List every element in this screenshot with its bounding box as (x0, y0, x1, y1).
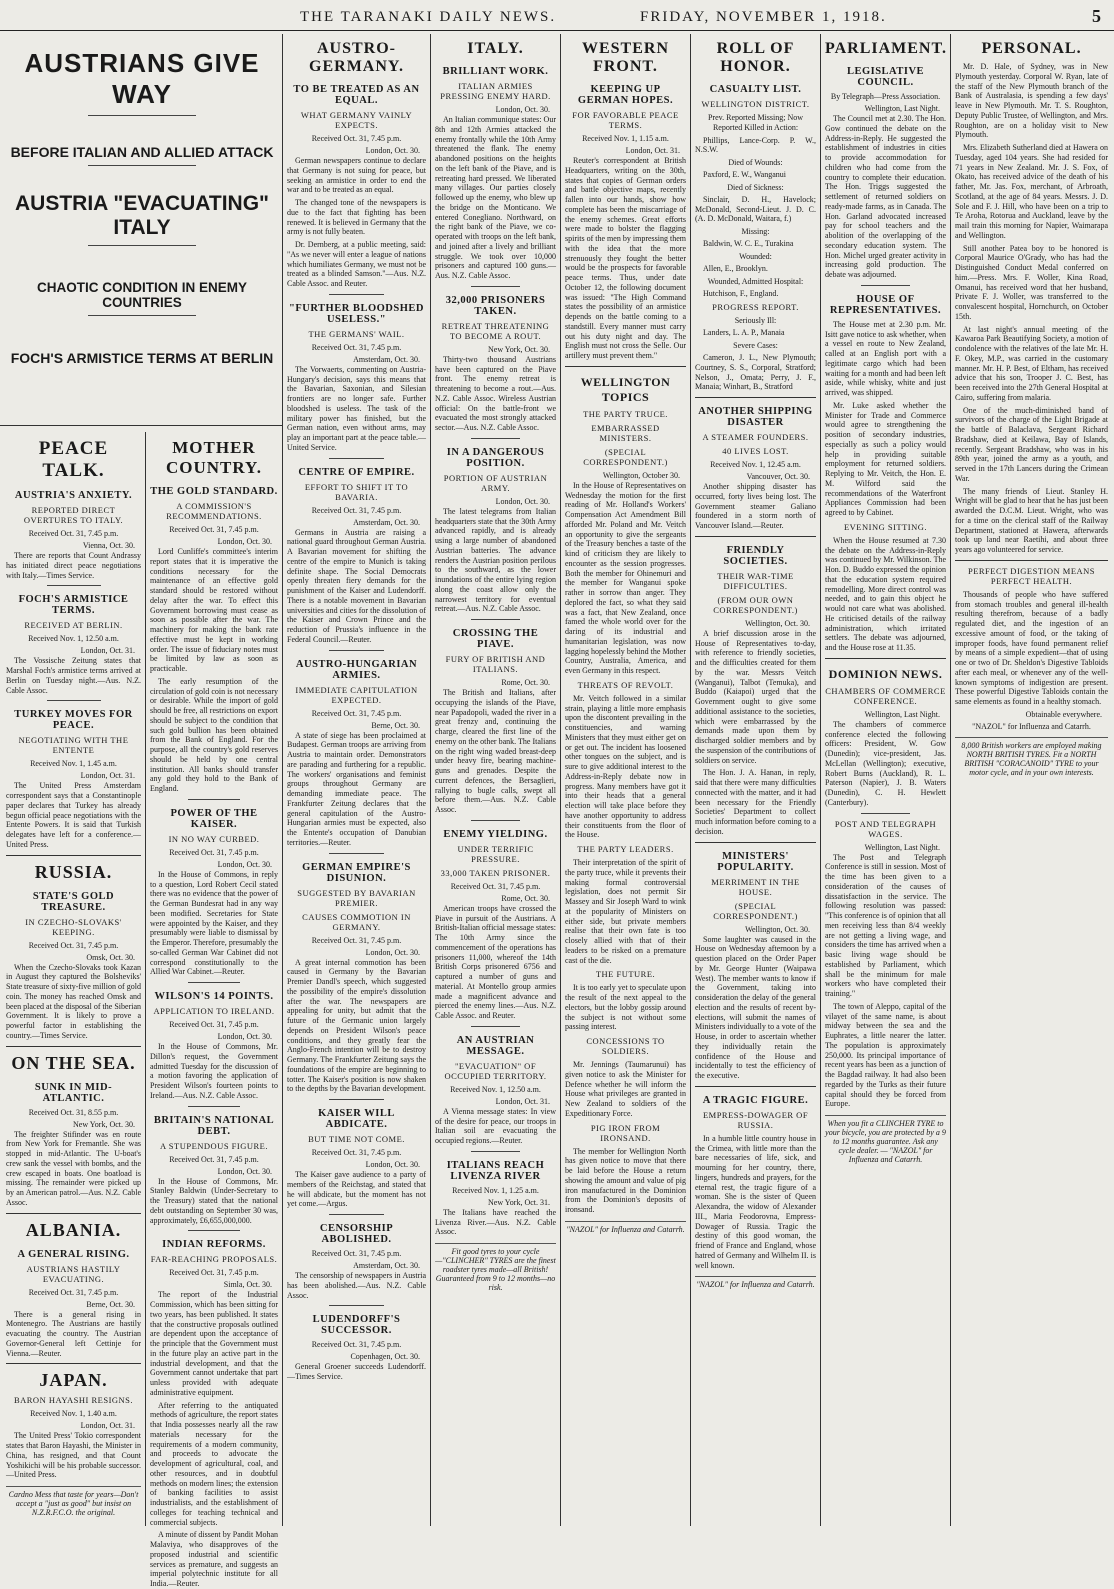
story-head: INDIAN REFORMS. (162, 1239, 266, 1251)
story-body: Dr. Dernberg, at a public meeting, said: "As we never will enter a league of nations which humiliates Germany, we must not be treated as a blinded Samson."—Aus. N.Z. Cable Assoc. and Reuter. (287, 240, 426, 288)
location: London, Oct. 30. (495, 496, 550, 506)
story-head: ANOTHER SHIPPING DISASTER (698, 406, 813, 428)
story-body: The censorship of newspapers in Austria has been abolished.—Aus. N.Z. Cable Assoc. (287, 1271, 426, 1300)
dateline: Received Nov. 1, 1.45 a.m. (30, 759, 117, 769)
story-sub: REPORTED DIRECT OVERTURES TO ITALY. (23, 505, 124, 525)
story-sub: RETREAT THREATENING TO BECOME A ROUT. (441, 320, 550, 341)
dateline: Received Oct. 31, 7.45 p.m. (169, 1154, 259, 1164)
story-sub: CAUSES COMMOTION IN GERMANY. (302, 911, 411, 932)
story-body: In the House of Commons, Mr. Stanley Baldwin (Under-Secretary to the Treasury) stated that the national debt outstanding on September 30 was, approximately, £6,655,000,000. (150, 1176, 278, 1225)
story-head: FRIENDLY SOCIETIES. (723, 544, 788, 567)
column-parliament (821, 34, 950, 1526)
story-body: In a humble little country house in the Crimea, with little more than the bare necessaries of life, sick, and mourning for her country, there, lingers, hundreds and prayers, for the eternal rest, the tragic figure of a woman. She is the sister of Queen Alexandra, the widow of Alexander III., Maria Feodorovna, Empress-Dowager of Russia. Tragic the destiny of this good woman, the friend of France and England, whose hatred of Germany and Wilhelm II. is well known. (695, 1133, 816, 1270)
story-body: The report of the Industrial Commission, which has been sitting for two years, has been published. It states that the constructive proposals outlined are dependent upon the acceptance of the principle that the Government must in the future play an active part in the industrial development, and that the Government cannot undertake that part unless provided with adequate administrative equipment. (150, 1290, 278, 1397)
story-sub: CHAMBERS OF COMMERCE CONFERENCE. (825, 685, 946, 706)
casualty-category: PROGRESS REPORT. (712, 302, 799, 313)
dateline: Received Oct. 31, 7.45 p.m. (311, 342, 402, 352)
story-sub: EMBARRASSED MINISTERS. (591, 422, 660, 443)
location: New York, Oct. 30. (73, 1119, 135, 1129)
dateline: Received Oct. 31, 7.45 p.m. (169, 847, 259, 857)
story-sub: 33,000 TAKEN PRISONER. (440, 867, 551, 878)
advertisement: When you fit a CLINCHER TYRE to your bicycle, you are protected by a 9 to 12 months guarantee. Ask any cycle dealer. — "NAZOL" for Influenza and Catarrh. (825, 1115, 946, 1164)
personal-item: One of the much-diminished band of survivors of the charge of the Light Brigade at the battle of Balaclava, Sergeant Richard Bradshaw, died at Keilawa, Bay of Islands, recently. Sergeant Bradshaw, who was in his 89th year, joined the army as a youth, and served in the 17th Lancers during the Crimean War. (955, 405, 1108, 483)
location: Amsterdam, Oct. 30. (353, 1261, 420, 1270)
story-sub: (SPECIAL CORRESPONDENT.) (583, 446, 668, 467)
story-sub: EFFORT TO SHIFT IT TO BAVARIA. (304, 481, 409, 502)
story-body: After referring to the antiquated methods of agriculture, the report states that India possesses nearly all the raw materials necessary for the requirements of a modern community, and proceeds to advocate the development of agricultural, coal, and other resources, and in doubtful methods on modern lines; the extension of banking facilities to assist industrialists, and the establishment of colleges for teaching technical and commercial subjects. (150, 1400, 278, 1527)
story-head: AUSTRIA'S ANXIETY. (14, 490, 133, 501)
story-sub: By Telegraph—Press Association. (830, 92, 941, 101)
casualty-category: Missing: (741, 227, 770, 236)
column-western-front (561, 34, 690, 1526)
story-head: DOMINION NEWS. (828, 666, 943, 681)
location: Vancouver, Oct. 30. (746, 472, 810, 481)
casualty-category: Died of Sickness: (727, 182, 784, 192)
story-sub: BUT TIME NOT COME. (308, 1134, 405, 1144)
casualty-category: Died of Wounds: (728, 158, 783, 167)
section-title: ITALY. (467, 40, 524, 57)
story-body: General Groener succeeds Ludendorff.—Times Service. (287, 1362, 426, 1381)
section-title: ROLL OF HONOR. (716, 40, 795, 75)
location: London, Oct. 31. (495, 1096, 550, 1106)
story-sub: PORTION OF AUSTRIAN ARMY. (443, 472, 548, 493)
section-title: PERSONAL. (981, 40, 1082, 57)
location: London, Oct. 30. (365, 146, 420, 155)
story-subhead: EVENING SITTING. (843, 521, 928, 532)
dateline: Received Nov. 1, 1.15 a.m. (582, 134, 669, 143)
section-title: MOTHER COUNTRY. (165, 438, 263, 477)
story-sub: UNDER TERRIFIC PRESSURE. (457, 843, 534, 864)
casualty-name: Paxford, E. W., Wanganui (703, 170, 786, 179)
story-sub: IN NO WAY CURBED. (168, 833, 260, 844)
story-head: BRITAIN'S NATIONAL DEBT. (153, 1114, 275, 1137)
story-body: Mr. Veitch followed in a similar strain, playing a little more emphasis upon the discontent prevailing in the constituencies, and warning Ministers that they must either get on or get out. The incident has loosened other tongues on the subject, and is sure to give additional interest to the Address-in-Reply debate now in progress. Many members have got it into their heads that a general election will take place before they have another opportunity to address their constituents from the floor of the House. (565, 693, 686, 840)
casualty-name: Phillips, Lance-Corp. P. W., N.S.W. (695, 135, 816, 155)
headline-5: FOCH'S ARMISTICE TERMS AT BERLIN (10, 350, 274, 366)
location: London, Oct. 30. (365, 947, 420, 957)
story-body: The early resumption of the circulation of gold coin is not necessary or desirable. While the import of gold should be free, all restrictions on export should be subject to the condition that such gold bullion has been obtained from the Bank of England. For the purpose, all the country's gold reserves should be held by one central institution. All banks should transfer any gold they hold to the Bank of England. (150, 676, 278, 793)
story-body: The freighter Stifinder was en route from New York for Fremantle. She was stopped in mid-Atlantic. The U-boat's crew sank the vessel with bombs, and the crew escaped in boats. One boatload is missing. The remainder were picked up by an American patrol.—Aus. N.Z. Cable Assoc. (6, 1129, 141, 1207)
dateline: Received Nov. 1, 12.50 a.m. (450, 1084, 541, 1094)
story-sub: "EVACUATION" OF OCCUPIED TERRITORY. (444, 1060, 547, 1081)
story-head: HOUSE OF REPRESENTATIVES. (829, 293, 942, 316)
location: New York, Oct. 31. (488, 1197, 550, 1207)
story-head: AUSTRO-HUNGARIAN ARMIES. (295, 658, 418, 681)
story-head: POST AND TELEGRAPH WAGES. (834, 818, 937, 839)
story-body: The Council met at 2.30. The Hon. Gow continued the debate on the Address-in-Reply. He suggested the establishment of industries in cities to provide accommodation for children who had come from the country to complete their education. The Hon. Triggs suggested the settlement of returned soldiers on ready-made farms, as in Canada. The Hon. Garland advocated increased pay for school teachers and the abolition of the overlapping of the secondary education system. The Hon. Michel urged greater activity in increasing gold production. The debate was adjourned. (825, 114, 946, 279)
story-head: TURKEY MOVES FOR PEACE. (14, 709, 133, 732)
story-sub: THE PARTY TRUCE. (583, 408, 668, 419)
story-head: LUDENDORFF'S SUCCESSOR. (312, 1314, 401, 1337)
location: New York, Oct. 30. (488, 344, 550, 354)
story-body: The member for Wellington North has given notice to move that there be laid before the House a return showing the amount and value of pig iron manufactured in the Dominion from the Dominion's deposits of ironsand. (565, 1146, 686, 1214)
story-sub: AUSTRIANS HASTILY EVACUATING. (26, 1263, 121, 1284)
story-sub: MERRIMENT IN THE HOUSE. (711, 876, 800, 897)
location: London, Oct. 30. (217, 859, 272, 869)
story-head: CENTRE OF EMPIRE. (298, 466, 415, 478)
story-body: Their interpretation of the spirit of the party truce, while it prevents their making formal controversial legislation, does not permit Sir Massey and Sir Joseph Ward to wink at the popularity of Ministers on either side, but private members realise that their own fate is too closely allied with that of their leaders to be risked on a premature cast of the die. (565, 858, 686, 965)
story-body: In the House of Representatives on Wednesday the motion for the first reading of Mr. Holland's Workers' Compensation Act Amendment Bill afforded Mr. Poland and Mr. Veitch an opportunity to give the sergeants of the Treasury benches a taste of the kind of criticism they are likely to encounter as the session progresses. Both the member for Ohinemuri and the member for Wanganui spoke rather in sorrow than anger. They deplored the fact, so what they said was a fact, that New Zealand, once famed the whole world over for the daring of its industrial and humanitarian legislation, was now lagging hopelessly behind the Mother Country, Australia, America, and even Germany in this respect. (565, 480, 686, 675)
section-title: RUSSIA. (34, 861, 113, 882)
story-body: In the House of Commons, Mr. Dillon's request, the Government admitted Tuesday for the discussion of a motion favoring the application of President Wilson's fourteen points to Ireland.—Aus. N.Z. Cable Assoc. (150, 1042, 278, 1100)
casualty-name: Baldwin, W. C. E., Turakina (703, 239, 794, 248)
personal-item: At last night's annual meeting of the Kawaroa Park Beautifying Society, a motion of condolence with the relatives of the late Mr. H. F. Okey, M.P., was carried in the customary manner. Mr. H. P. Best, of Eltham, has received advice that his son, Trooper J. C. Best, has been received into the 27th General Hospital at Cairo, suffering from malaria. (955, 324, 1108, 402)
location: Vienna, Oct. 30. (82, 541, 135, 550)
column-personal (951, 34, 1112, 1526)
banner-rule (0, 425, 282, 426)
story-sub: A STUPENDOUS FIGURE. (160, 1140, 268, 1151)
story-body: The town of Aleppo, capital of the vilayet of the same name, is about midway between the sea and the Euphrates, a little nearer the latter. The population is approximately 250,000. Its principal importance of recent years has been as a junction of the Bagdad railway. It had also been regarded by the Turks as their future capital should they be forced from Europe. (825, 1001, 946, 1109)
section-title: ON THE SEA. (11, 1052, 136, 1073)
location: London, Oct. 30. (217, 1166, 272, 1176)
story-body: The changed tone of the newspapers is due to the fact that fighting has been renewed. It is believed in Germany that the army is not fully beaten. (287, 198, 426, 237)
story-head: LEGISLATIVE COUNCIL. (846, 66, 925, 88)
dateline: Received Oct. 31, 7.45 p.m. (169, 1020, 259, 1029)
advert-body: Thousands of people who have suffered from stomach troubles and general ill-health resulting therefrom, because of a badly regulated diet, and the ingestion of an excessive amount of food, or the taking of improper foods, have found permanent relief by means of a simple expedient—that of using one or two of Dr. Sheldon's Digestive Tabloids after each meal, or whenever any of the well-known symptoms of indigestion are present. These powerful Digestive Tabloids contain the same elements as found in a healthy stomach. (955, 589, 1108, 706)
story-head: SUNK IN MID-ATLANTIC. (34, 1081, 113, 1104)
personal-item: Still another Patea boy to be honored is Corporal Maurice O'Grady, who has had the Distinguished Conduct Medal conferred on him.—Press. Mrs. F. Woller, Kina Road, Omanui, has received word that her husband, Private F. J. Woller, was transferred to the convalescent hospital, Hornchurch, on October 15th. (955, 243, 1108, 321)
story-body: Mr. Luke asked whether the Minister for Trade and Commerce would agree to strengthening the position of secondary industries, especially as such a policy would help in providing suitable employment for returned soldiers. Replying to Mr. Veitch, the Hon. E. M. Wilford said the recommendations of the Waterfront Appliances Commission had been agreed to by Cabinet. (825, 400, 946, 517)
story-body: Germans in Austria are raising a national guard throughout German Austria. A Bavarian movement for shifting the centre of the empire to Munich is taking definite shape. The Social Democrats openly threaten fiery demands for the punishment of the Kaiser and Ludendorff. There is a notable movement in Bavarian universities and cities for the dissolution of the Kaiser and Crown Prince and the reduction of Prussia's influence in the Federal Council.—Reuter. (287, 527, 426, 644)
location: London, Oct. 30. (217, 1032, 272, 1041)
location: Wellington, Last Night. (864, 104, 940, 113)
story-sub: 40 LIVES LOST. (722, 446, 789, 456)
story-body: When the House resumed at 7.30 the debate on the Address-in-Reply was continued by Mr. Wilkinson. The Hon. D. Buddo expressed the opinion that the education system required remodelling. More direct control was needed, and to gain this object he would not care what was abolished. He criticised details of the railway administration, which irritated settlers. The debate was adjourned, and the House rose at 11.35. (825, 535, 946, 652)
story-body: The Vossische Zeitung states that Marshal Foch's armistice terms arrived at Berlin on Tuesday night.—Aus. N.Z. Cable Assoc. (6, 656, 141, 695)
story-sub: A STEAMER FOUNDERS. (702, 432, 809, 442)
location: London, Oct. 31. (80, 1421, 135, 1431)
story-subhead: CONCESSIONS TO SOLDIERS. (586, 1036, 665, 1056)
story-head: CROSSING THE PIAVE. (452, 628, 539, 650)
story-body: Reuter's correspondent at British Headquarters, writing on the 30th, states that copies of German orders and battle objective maps, recently fallen into our hands, show how complete has been the miscarriage of the enemy schemes. Great efforts were made to bolster the flagging spirits of the men by impressing them with the idea that the more strenuously they fought the better would be the prospects for favorable peace terms. Thus, under date October 12, the following document was issued: "The High Command states the possibility of an armistice depends on the battle coming to a standstill. Every manner must carry out his duty night and day. The English must not cross the Selle. Our artillery must prevent them." (565, 156, 686, 360)
headline-3: AUSTRIA "EVACUATING" ITALY (14, 192, 270, 239)
story-sub: (SPECIAL CORRESPONDENT.) (713, 900, 798, 921)
story-head: A GENERAL RISING. (17, 1248, 130, 1260)
story-body: Some laughter was caused in the House on Wednesday afternoon by a question placed on the Order Paper by Mr. George Hunter (Waipawa West). The member wants to know if the Government, taking into consideration the delay of the general election and the results of recent by-elections, will submit the names of Ministers individually to a vote of the House, in order to ascertain whether they individually retain the confidence of the House and incidentally to test the efficiency of the executive. (695, 934, 816, 1080)
story-head: WILSON'S 14 POINTS. (154, 991, 274, 1002)
section-title: ALBANIA. (25, 1219, 122, 1240)
casualty-name: Allen, E., Brooklyn. (703, 263, 768, 273)
section-title: PARLIAMENT. (825, 40, 947, 57)
paper-name: THE TARANAKI DAILY NEWS. (300, 9, 557, 25)
story-body: The Kaiser gave audience to a party of members of the Reichstag, and stated that he will abdicate, but the moment has not yet come.—Argus. (287, 1170, 426, 1209)
casualty-category: Severe Cases: (733, 341, 778, 350)
casualty-name: Cameron, J. L., New Plymouth; Courtney, S. S., Corporal, Stratford; Nelson, J., Omata; Perry, J. F., Manaia; Winhart, B., Stratford (695, 353, 816, 392)
advertisement: "NAZOL" for Influenza and Catarrh. (695, 1276, 816, 1289)
casualty-category: Wounded, Admitted Hospital: (707, 276, 804, 286)
story-sub: BARON HAYASHI RESIGNS. (13, 1395, 134, 1406)
dateline: Received Nov. 1, 12.45 a.m. (710, 460, 801, 469)
masthead (0, 0, 1114, 31)
location: London, Oct. 31. (80, 771, 135, 781)
story-body: A minute of dissent by Pandit Mohan Malaviya, who disapproves of the proposed industrial and scientific services as premature, and suggests an imperial polytechnic institute for all India.—Reuter. (150, 1530, 278, 1588)
location: Amsterdam, Oct. 30. (353, 354, 420, 364)
story-body: Another shipping disaster has occurred, forty lives being lost. The Government steamer Galiano foundered in a storm north of Vancouver Island.—Reuter. (695, 482, 816, 530)
dateline: Received Oct. 31, 7.45 p.m. (311, 708, 402, 718)
dateline: Received Nov. 1, 12.50 a.m. (28, 634, 119, 644)
story-sub: A COMMISSION'S RECOMMENDATIONS. (166, 501, 262, 521)
dateline: Received Oct. 31, 7.45 p.m. (311, 935, 402, 945)
location: London, Oct. 31. (625, 146, 680, 155)
story-head: ENEMY YIELDING. (443, 828, 548, 840)
story-head: KAISER WILL ABDICATE. (318, 1108, 395, 1130)
location: Simla, Oct. 30. (223, 1280, 272, 1290)
story-body: In the House of Commons, in reply to a question, Lord Robert Cecil stated there was no evidence that the power of the German Bundesrat had in any way been modified. Secretaries for State were appointed by the Kaiser, and they presumably were liable to dismissal by the Emperor. Therefore, presumably the so-called German War Cabinet did not correspond constitutionally to the Allied War Cabinet.—Reuter. (150, 869, 278, 977)
story-head: CENSORSHIP ABOLISHED. (319, 1223, 394, 1245)
location: Copenhagen, Oct. 30. (350, 1352, 420, 1362)
story-head: THE GOLD STANDARD. (150, 486, 278, 497)
personal-item: Mr. D. Hale, of Sydney, was in New Plymouth yesterday. Corporal W. Ryan, late of the staff of the New Plymouth branch of the Bank of Australasia, is spending a few days' leave in New Plymouth. Mr. T. S. Roughton, Deputy Public Trustee, of Wellington, and Mrs. Roughton, are on a holiday visit to New Plymouth. (955, 62, 1108, 140)
story-subhead: THE PARTY LEADERS. (577, 844, 674, 854)
dateline: Received Oct. 31, 7.45 p.m. (311, 505, 402, 515)
section-title: PEACE TALK. (38, 438, 109, 481)
story-head: TO BE TREATED AS AN EQUAL. (293, 84, 420, 106)
story-body: A Vienna message states: In view of the desire for peace, our troops in Italian soil are evacuating the occupied regions.—Reuter. (435, 1106, 556, 1145)
story-sub: RECEIVED AT BERLIN. (24, 620, 123, 631)
story-head: IN A DANGEROUS POSITION. (446, 446, 545, 469)
story-body: A great internal commotion has been caused in Germany by the Bavarian Premier Dandl's speech, which suggested the possibility of the empire's dissolution after the war. The newspapers are appealing for unity, but admit that the future of the Germanic union largely depends on President Wilson's peace conditions, and they greatly fear the Anglo-French intention will be to destroy Germany. The Frankfurter Zeitung says the foundations of the empire are beginning to totter. The Kaiser's position is now shaken to the depths by the Bavarian development. (287, 957, 426, 1094)
story-body: An Italian communique states: Our 8th and 12th Armies attacked the enemy frontally while the 10th Army threatened the flank. The enemy abandoned positions on the heights on the left bank of the Piave, and is retreating hard pressed. We liberated many villages. Our parties closely followed up the enemy, who blew up the bridge on the Monticano. We entered Conegliano. Northward, on the right bank of the Piave, we co-operated with troops on the left bank, and joined after a lively and brilliant struggle. We took over 10,000 prisoners and captured 100 guns.—Aus. N.Z. Cable Assoc. (435, 115, 556, 280)
story-sub: ITALIAN ARMIES PRESSING ENEMY HARD. (440, 81, 551, 101)
story-sub: THEIR WAR-TIME DIFFICULTIES. (717, 570, 794, 591)
story-body: German newspapers continue to declare that Germany is not suing for peace, but seeking an armistice in order to end the war and to be treated as an equal. (287, 156, 426, 195)
advertisement: Cardno Mess that taste for years—Don't accept a "just as good" but insist on N.Z.R.F.C.O. the original. (6, 1486, 141, 1517)
issue-date: FRIDAY, NOVEMBER 1, 1918. (640, 9, 887, 25)
advert-head: PERFECT DIGESTION MEANS PERFECT HEALTH. (967, 565, 1096, 586)
dateline: Received Oct. 31, 7.45 p.m. (311, 1148, 402, 1157)
story-head: WELLINGTON TOPICS (580, 374, 671, 404)
story-sub: WELLINGTON DISTRICT. (701, 99, 810, 109)
section-title: AUSTRO-GERMANY. (309, 40, 404, 75)
dateline: Received Oct. 31, 7.45 p.m. (169, 525, 259, 534)
location: Wellington, Last Night. (864, 709, 940, 719)
dateline: Received Oct. 31, 7.45 p.m. (311, 134, 402, 143)
story-sub: FURY OF BRITISH AND ITALIANS. (445, 654, 546, 674)
casualty-note: Prev. Reported Missing; Now Reported Killed in Action: (707, 113, 804, 132)
story-body: Lord Cunliffe's committee's interim report states that it is imperative the conditions necessary for the maintenance of an effective gold standard should be restored without delay after the war. To effect this Government borrowing must cease as soon as possible after the war. The machinery for making the bank rate effective must be kept in working order. The issue of fiduciary notes must be limited by law as soon as practicable. (150, 547, 278, 673)
story-sub: SUGGESTED BY BAVARIAN PREMIER. (297, 887, 416, 908)
casualty-category: Wounded: (739, 251, 772, 261)
story-sub: APPLICATION TO IRELAND. (153, 1006, 275, 1016)
story-head: A TRAGIC FIGURE. (702, 1094, 809, 1106)
section-title: JAPAN. (39, 1370, 108, 1391)
story-subhead: THE FUTURE. (595, 969, 656, 980)
story-sub: FOR FAVORABLE PEACE TERMS. (572, 110, 679, 130)
story-head: CASUALTY LIST. (709, 84, 802, 95)
story-body: The Italians have reached the Livenza River.—Aus. N.Z. Cable Assoc. (435, 1207, 556, 1237)
story-sub: FAR-REACHING PROPOSALS. (150, 1254, 278, 1265)
dateline: Received Oct. 31, 7.45 p.m. (169, 1268, 259, 1278)
location: Wellington, October 30. (602, 470, 680, 480)
headline-4: CHAOTIC CONDITION IN ENEMY COUNTRIES (36, 280, 247, 310)
dateline: Received Oct. 31, 7.45 p.m. (311, 1340, 402, 1350)
personal-item: The many friends of Lieut. Stanley H. Wright will be glad to hear that he has just been awarded the D.C.M. Lieut. Wright, who was for a time on the clerical staff of the Railway Department, stationed at Hawera, afterwards took up land near Raetihi, and about three years ago volunteered for service. (955, 486, 1108, 554)
story-body: A brief discussion arose in the House of Representatives to-day, with reference to friendly societies, and the difficulties created for them by the war. Messrs Veitch (Wanganui), Talbot (Temuka), and Buddo (Kaiapoi) urged that the Government ought to give some additional assistance to the societies, which were embarrassed by the demands made upon them by discharged soldier members and by the suspension of the contributions of soldiers on service. (695, 628, 816, 765)
location: Wellington, Oct. 30. (745, 924, 810, 934)
casualty-name: Hutchison, F., England. (703, 288, 779, 298)
advertisement: 8,000 British workers are employed making NORTH BRITISH TYRES. Fit a NORTH BRITISH "CORACANOID" TYRE to your motor cycle, and in your own interests. (955, 737, 1108, 777)
location: London, Oct. 31. (80, 646, 135, 656)
story-body: The Post and Telegraph Conference is still in session. Most of the time has been given to a consideration of the causes of dissatisfaction in the service. The following resolution was passed: "This conference is of opinion that all men receiving less than 8/4 weekly are not getting a living wage, and considers the time has arrived when a basic living wage should be established by Parliament, which shall be the minimum for male workers who have completed their training." (825, 852, 947, 998)
story-body: The United Press' Tokio correspondent states that Baron Hayashi, the Minister in China, has resigned, and that Count Yoshikichi will be his probable successor.—United Press. (6, 1431, 141, 1480)
story-sub: (FROM OUR OWN CORRESPONDENT.) (713, 594, 798, 615)
story-head: MINISTERS' POPULARITY. (717, 850, 794, 873)
story-body: The United Press Amsterdam correspondent says that a Constantinople paper declares that Turkey has already begun official peace negotiations with the Entente Powers. It is said that Turkish delegates have left for a conference.—United Press. (6, 781, 141, 849)
dateline: Received Oct. 31, 7.45 p.m. (28, 940, 119, 950)
story-body: The latest telegrams from Italian headquarters state that the 30th Army advanced rapidly, and is already using a large number of abandoned Austrian batteries. The advance renders the Austrian position perilous to the southward, as the lower inundations of the entire lying region along the coast allow only the narrowest territory for eventual retreat.—Aus. N.Z. Cable Assoc. (435, 506, 556, 614)
story-body: There is a general rising in Montenegro. The Austrians are hastily evacuating the country. The Austrian Governor-General left Cettinje for Vienna.—Reuter. (6, 1309, 141, 1358)
advert-note: Obtainable everywhere. (1025, 709, 1102, 719)
story-body: The Vorwaerts, commenting on Austria-Hungary's decision, says this means that the Bavarian, Saxonian, and Silesian frontiers are no longer safe. Further bloodshed is useless. The task of the military power has finished, but the German nation, even without arms, may play an important part at the peace table.—United Service. (287, 364, 426, 452)
column-roll-of-honor (691, 34, 820, 1526)
story-body: A state of siege has been proclaimed at Budapest. German troops are arriving from Austria to maintain order. Demonstrators are parading and furthering for a republic. The workers' organisations and feminist groups throughout Germany are demanding immediate peace. The Frankfurter Zeitung declares that the general capitulation of the Austro-Hungarian armies must be expected, also the Entente's occupation of Danubian territories.—Reuter. (287, 730, 426, 847)
dateline: Received Oct. 31, 7.45 p.m. (311, 1249, 402, 1258)
location: London, Oct. 30. (217, 537, 272, 546)
story-subhead: THREATS OF REVOLT. (577, 679, 674, 690)
location: Berne, Oct. 30. (86, 1299, 135, 1309)
dateline: Received Nov. 1, 1.40 a.m. (30, 1409, 117, 1419)
advertisement: Fit good tyres to your cycle—"CLINCHER" TYRES are the finest roadster tyres made—all British! Guaranteed from 9 to 12 months—no risk. (435, 1243, 556, 1292)
headline-main: AUSTRIANS GIVE WAY (24, 48, 260, 109)
personal-item: Mrs. Elizabeth Sutherland died at Hawera on Tuesday, aged 104 years. She had resided for 71 years in New Zealand. Mr. J. S. Fox, of Okato, has received advice of the death of his father, Mr. Jas. Fox, merchant, of Arbroath, Scotland, at the age of 84 years. Messrs. J. D. Sole and F. J. Hill, who have been on a trip to Te Aroha, Rotorua and Auckland, leave by the mail train this morning for Napier, Waimarapa and Wellington. (955, 143, 1108, 240)
story-body: The House met at 2.30 p.m. Mr. Isitt gave notice to ask whether, when a vessel en route to New Zealand, called at an English port with a legitimate cargo which had been waiting for a month and had been left aside, while whisky, white and just arrived, was shipped. (825, 319, 946, 397)
story-body: When the Czecho-Slovaks took Kazan in August they captured the Bolsheviks' State treasure of sixty-five million of gold coin. The money has reached Omsk and been placed at the disposal of the Siberian Government. It is likely to prove a powerful factor in establishing the country.—Times Service. (6, 962, 141, 1040)
story-head: AN AUSTRIAN MESSAGE. (456, 1034, 535, 1057)
dateline: Received Oct. 31, 8.55 p.m. (28, 1107, 119, 1117)
location: Rome, Oct. 30. (501, 678, 550, 687)
story-body: Thirty-two thousand Austrians have been captured on the Piave front. The enemy retreat is threatening to become a rout.—Aus. N.Z. Cable Assoc. Wireless Austrian official: On the battle-front we evacuated the most strongly attacked sector.—Aus. N.Z. Cable Assoc. (435, 354, 556, 432)
location: Berne, Oct. 30. (371, 720, 420, 730)
advertisement: "NAZOL" for Influenza and Catarrh. (565, 1221, 686, 1234)
story-head: 32,000 PRISONERS TAKEN. (445, 294, 546, 317)
story-sub: IN CZECHO-SLOVAKS' KEEPING. (25, 916, 122, 937)
story-body: There are reports that Count Andrassy has initiated direct peace negotiations with Italy.—Times Service. (6, 551, 141, 580)
location: Amsterdam, Oct. 30. (353, 517, 420, 527)
story-body: American troops have crossed the Piave in pursuit of the Austrians. A British-Italian official message states: The 10th Army since the commencement of the operations has prisoners 11,000, whereof the 14th British Corps prisonered 6756 and captured a number of guns and material. At Montello group armies made a magnificent advance and pierced the enemy lines.—Aus. N.Z. Cable Assoc. and Reuter. (435, 903, 556, 1020)
story-head: ITALIANS REACH LIVENZA RIVER (446, 1159, 545, 1182)
story-sub: IMMEDIATE CAPITULATION EXPECTED. (295, 684, 418, 705)
column-austro-germany (283, 34, 430, 1526)
advertisement: "NAZOL" for Influenza and Catarrh. (972, 721, 1091, 731)
dateline: Received Nov. 1, 1.25 a.m. (452, 1185, 539, 1195)
dateline: Received Oct. 31, 7.45 p.m. (450, 881, 541, 891)
story-head: "FURTHER BLOODSHED USELESS." (289, 302, 424, 325)
dateline: Received Oct. 31, 7.45 p.m. (28, 529, 119, 538)
story-head: KEEPING UP GERMAN HOPES. (577, 84, 674, 106)
story-head: BRILLIANT WORK. (442, 66, 549, 77)
story-body: The Hon. J. A. Hanan, in reply, said that there were many difficulties connected with the matter, and it had been necessary for the Friendly Societies' Department to collect much information before coming to a decision. (695, 768, 816, 836)
story-sub: WHAT GERMANY VAINLY EXPECTS. (300, 110, 413, 130)
story-body: Mr. Jennings (Taumarunui) has given notice to ask the Minister for Defence whether he will inform the House what privileges are granted in New Zealand to soldiers of the Expeditionary Force. (565, 1060, 686, 1118)
location: Wellington, Oct. 30. (745, 618, 810, 628)
location: Omsk, Oct. 30. (86, 952, 135, 962)
story-head: FOCH'S ARMISTICE TERMS. (18, 594, 129, 617)
story-sub: EMPRESS-DOWAGER OF RUSSIA. (702, 1109, 809, 1130)
location: Wellington, Last Night. (864, 842, 940, 852)
column-peace-talk (2, 432, 145, 1526)
page-number: 5 (1092, 6, 1103, 26)
column-italy (431, 34, 560, 1526)
column-mother-country (146, 432, 282, 1588)
story-sub: THE GERMANS' WAIL. (308, 328, 405, 339)
story-subhead: PIG IRON FROM IRONSAND. (590, 1122, 661, 1143)
headline-2: BEFORE ITALIAN AND ALLIED ATTACK (10, 144, 274, 160)
location: London, Oct. 30. (495, 105, 550, 114)
dateline: Received Oct. 31, 7.45 p.m. (28, 1287, 119, 1297)
story-sub: NEGOTIATING WITH THE ENTENTE (18, 735, 129, 756)
story-body: The British and Italians, after occupying the islands of the Piave, near Papadopoli, waded the river in a great frenzy and, continuing the charge, cleared the first line of the enemy on the other bank. The Italians on the right wing waded breast-deep under heavy fire, bearing machine-guns and grenades. Despite the current defences, the Bersaglieri, rallying to bugle calls, swept all before them.—Aus. N.Z. Cable Assoc. (435, 688, 556, 814)
casualty-name: Landers, L. A. P., Manaia (703, 328, 785, 338)
story-body: It is too early yet to speculate upon the result of the next appeal to the electors, but the lobby gossip around the subject is not without some passing interest. (565, 983, 686, 1032)
story-head: POWER OF THE KAISER. (170, 807, 258, 830)
section-title: WESTERN FRONT. (581, 40, 670, 75)
location: London, Oct. 30. (365, 1160, 420, 1169)
casualty-name: Sinclair, D. H., Havelock; McDonald, Second-Lieut. J. D. C. (A. D. McDonald, Waitara, f.) (695, 194, 816, 224)
story-head: GERMAN EMPIRE'S DISUNION. (302, 861, 411, 884)
story-head: STATE'S GOLD TREASURE. (32, 890, 115, 913)
casualty-category: Seriously Ill: (734, 316, 777, 326)
banner-headlines (2, 34, 282, 424)
location: Rome, Oct. 30. (501, 893, 550, 903)
story-body: The chambers of commerce conference elected the following officers: President, W. Gow (Dunedin); vice-president, Jas. McLellan (Wellington); executive, Robert Burns (Auckland), R. L. Paterson (Napier), J. B. Waters (Dunedin), C. H. Hewlett (Canterbury). (825, 719, 946, 807)
